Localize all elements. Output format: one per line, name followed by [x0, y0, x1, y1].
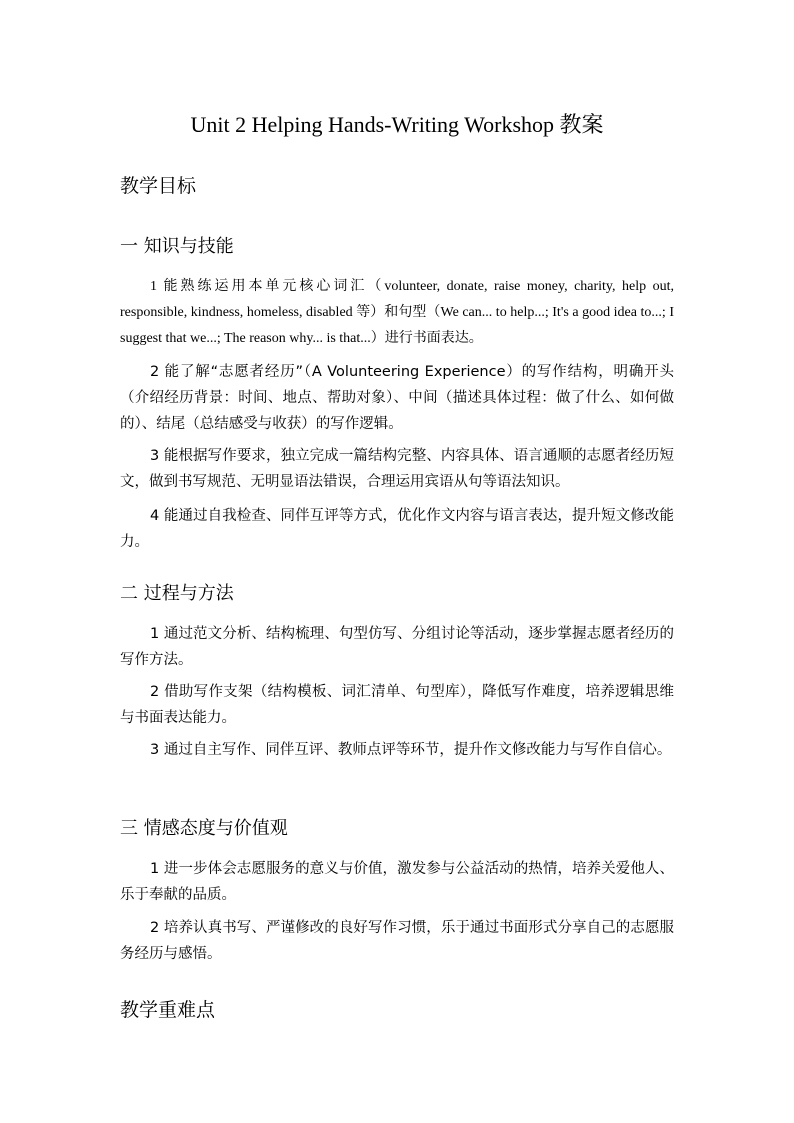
document-title: Unit 2 Helping Hands-Writing Workshop 教案 [190, 112, 604, 137]
paragraph-emotion-2: 2 培养认真书写、严谨修改的良好写作习惯，乐于通过书面形式分享自己的志愿服务经历与感悟。 [120, 920, 674, 962]
paragraph-knowledge-3: 3 能根据写作要求，独立完成一篇结构完整、内容具体、语言通顺的志愿者经历短文，做到书写规范、无明显语法错误，合理运用宾语从句等语法知识。 [120, 448, 674, 490]
part-heading-emotion-values: 三 情感态度与价值观 [120, 818, 288, 839]
paragraph-knowledge-1: 1 能熟练运用本单元核心词汇（volunteer, donate, raise money, charity, help out, responsible, kindness, homeless, disabled 等）和句型（We can... to help...; It's a good idea to...; I suggest that we...; The reason why... is that...）进行书面表达。 [120, 279, 674, 346]
paragraph-knowledge-4: 4 能通过自我检查、同伴互评等方式，优化作文内容与语言表达，提升短文修改能力。 [120, 508, 674, 550]
part-heading-process-methods: 二 过程与方法 [120, 583, 234, 604]
section-heading-objectives: 教学目标 [120, 175, 197, 197]
paragraph-emotion-1: 1 进一步体会志愿服务的意义与价值，激发参与公益活动的热情，培养关爱他人、乐于奉献的品质。 [120, 861, 674, 903]
paragraph-process-1: 1 通过范文分析、结构梳理、句型仿写、分组讨论等活动，逐步掌握志愿者经历的写作方法。 [120, 626, 674, 668]
section-heading-keypoints: 教学重难点 [120, 999, 216, 1021]
paragraph-knowledge-2: 2 能了解“志愿者经历”（A Volunteering Experience）的写作结构，明确开头（介绍经历背景：时间、地点、帮助对象）、中间（描述具体过程：做了什么、如何做的）、结尾（总结感受与收获）的写作逻辑。 [120, 364, 674, 432]
paragraph-process-2: 2 借助写作支架（结构模板、词汇清单、句型库），降低写作难度，培养逻辑思维与书面表达能力。 [120, 684, 674, 726]
paragraph-process-3: 3 通过自主写作、同伴互评、教师点评等环节，提升作文修改能力与写作自信心。 [150, 742, 672, 758]
part-heading-knowledge-skills: 一 知识与技能 [120, 236, 234, 257]
